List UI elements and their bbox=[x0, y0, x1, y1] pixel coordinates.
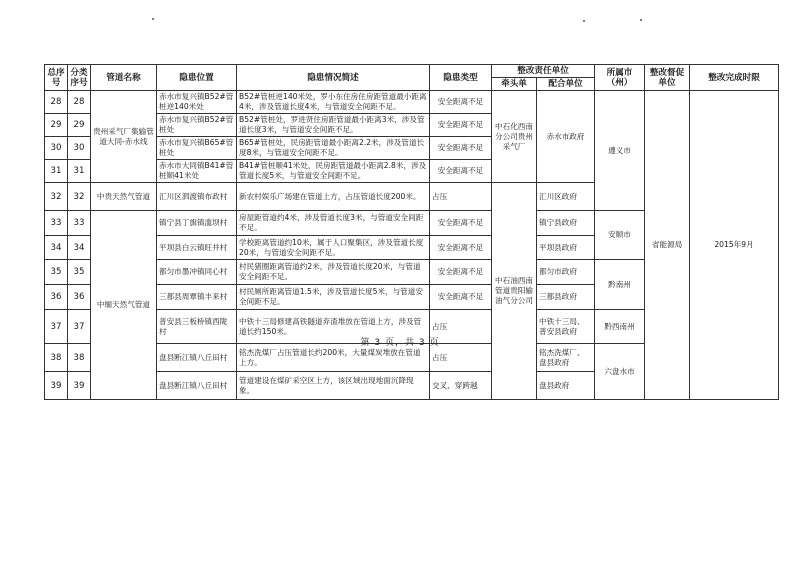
cell-type: 安全距离不足 bbox=[430, 91, 492, 114]
cell-cooperate: 盘县政府 bbox=[537, 372, 595, 400]
cell-location: 镇宁县丁旗镇滥坝村 bbox=[157, 211, 237, 236]
cell-sub: 39 bbox=[68, 372, 91, 400]
cell-location: 汇川区泗渡镇布政村 bbox=[157, 183, 237, 211]
cell-city-qiannan: 黔南州 bbox=[595, 260, 645, 310]
cell-description: 铭杰洗煤厂占压管道长约200米，大量煤炭堆放在管道上方。 bbox=[237, 344, 430, 372]
cell-sub: 34 bbox=[68, 236, 91, 260]
cell-total: 28 bbox=[45, 91, 68, 114]
page-footer: 第 3 页，共 3 页 bbox=[360, 338, 440, 348]
header-pipeline: 管道名称 bbox=[91, 65, 157, 91]
cell-total: 35 bbox=[45, 260, 68, 285]
cell-total: 33 bbox=[45, 211, 68, 236]
cell-cooperate: 平坝县政府 bbox=[537, 236, 595, 260]
header-description: 隐患情况简述 bbox=[237, 65, 430, 91]
cell-type: 占压 bbox=[430, 344, 492, 372]
cell-total: 30 bbox=[45, 137, 68, 160]
cell-type: 占压 bbox=[430, 183, 492, 211]
header-location: 隐患位置 bbox=[157, 65, 237, 91]
cell-total: 37 bbox=[45, 310, 68, 344]
cell-sub: 29 bbox=[68, 114, 91, 137]
cell-description: 管道建设在煤矿采空区上方，该区域出现地面沉降现象。 bbox=[237, 372, 430, 400]
cell-location: 平坝县白云镇旺井村 bbox=[157, 236, 237, 260]
cell-sub: 33 bbox=[68, 211, 91, 236]
cell-cooperate: 镇宁县政府 bbox=[537, 211, 595, 236]
cell-location: 赤水市复兴镇B65#管桩处 bbox=[157, 137, 237, 160]
cell-total: 39 bbox=[45, 372, 68, 400]
cell-cooperate-guizhou: 赤水市政府 bbox=[537, 91, 595, 183]
cell-description: 学校距离管道约10米，属于人口聚集区，涉及管道长度20米，与管道安全间距不足。 bbox=[237, 236, 430, 260]
cell-description: B65#管桩处，民房距管道最小距离2.2米，涉及管道长度8米，与管道安全间距不足。 bbox=[237, 137, 430, 160]
cell-description: B41#管桩顺41米处，民房距管道最小距离2.8米，涉及管道长度5米，与管道安全间距不足。 bbox=[237, 160, 430, 183]
scan-speck bbox=[640, 19, 642, 21]
cell-location: 盘县断江镇八丘田村 bbox=[157, 344, 237, 372]
scan-speck bbox=[583, 20, 585, 22]
cell-type: 安全距离不足 bbox=[430, 285, 492, 310]
cell-location: 赤水市复兴镇B52#管桩处 bbox=[157, 114, 237, 137]
cell-cooperate: 中铁十三局、普安县政府 bbox=[537, 310, 595, 344]
cell-location: 赤水市大同镇B41#管桩顺41米处 bbox=[157, 160, 237, 183]
cell-sub: 30 bbox=[68, 137, 91, 160]
cell-type: 安全距离不足 bbox=[430, 114, 492, 137]
cell-type: 占压 bbox=[430, 310, 492, 344]
cell-sub: 37 bbox=[68, 310, 91, 344]
cell-city-anshun: 安顺市 bbox=[595, 211, 645, 260]
cell-description: 村民厕所距离管道1.5米，涉及管道长度5米，与管道安全间距不足。 bbox=[237, 285, 430, 310]
cell-location: 三都县周覃镇丰来村 bbox=[157, 285, 237, 310]
header-responsible-unit: 整改责任单位 bbox=[492, 65, 595, 78]
cell-city-liupanshui: 六盘水市 bbox=[595, 344, 645, 400]
cell-city-zunyi: 遵义市 bbox=[595, 91, 645, 211]
cell-type: 交叉、穿跨越 bbox=[430, 372, 492, 400]
cell-total: 36 bbox=[45, 285, 68, 310]
cell-type: 安全距离不足 bbox=[430, 260, 492, 285]
cell-total: 31 bbox=[45, 160, 68, 183]
header-supervisor: 整改督促单位 bbox=[645, 65, 690, 91]
header-cooperate-unit: 配合单位 bbox=[537, 78, 595, 91]
cell-pipeline-zhonggui: 中贵天然气管道 bbox=[91, 183, 157, 211]
cell-sub: 38 bbox=[68, 344, 91, 372]
cell-total: 32 bbox=[45, 183, 68, 211]
cell-total: 29 bbox=[45, 114, 68, 137]
cell-type: 安全距离不足 bbox=[430, 236, 492, 260]
cell-total: 34 bbox=[45, 236, 68, 260]
header-hazard-type: 隐患类型 bbox=[430, 65, 492, 91]
cell-description: 新农村娱乐广场建在管道上方，占压管道长度200米。 bbox=[237, 183, 430, 211]
hazard-table-sheet bbox=[44, 64, 778, 400]
cell-location: 普安县三板桥镇西陇村 bbox=[157, 310, 237, 344]
cell-type: 安全距离不足 bbox=[430, 137, 492, 160]
header-lead-unit: 牵头单 bbox=[492, 78, 537, 91]
cell-description: 中铁十三局修建高铁隧道弃渣堆放在管道上方，涉及管道长约150米。 bbox=[237, 310, 430, 344]
table-row bbox=[45, 91, 779, 114]
cell-lead-zhongmian: 中石油西南管道贵阳输油气分公司 bbox=[492, 183, 537, 400]
cell-city-qianxinan: 黔西南州 bbox=[595, 310, 645, 344]
header-sub-seq: 分类序号 bbox=[68, 65, 91, 91]
cell-pipeline-guizhou: 贵州采气厂集输管道大同-赤水线 bbox=[91, 91, 157, 183]
cell-description: 房屋距管道约4米，涉及管道长度3米，与管道安全间距不足。 bbox=[237, 211, 430, 236]
cell-type: 安全距离不足 bbox=[430, 160, 492, 183]
cell-location: 都匀市墨冲镇同心村 bbox=[157, 260, 237, 285]
cell-location: 赤水市复兴镇B52#管桩逆140米处 bbox=[157, 91, 237, 114]
cell-sub: 31 bbox=[68, 160, 91, 183]
cell-supervisor: 省能源局 bbox=[645, 91, 690, 400]
header-city: 所属市（州） bbox=[595, 65, 645, 91]
cell-type: 安全距离不足 bbox=[430, 211, 492, 236]
cell-location: 盘县断江镇八丘田村 bbox=[157, 372, 237, 400]
cell-sub: 35 bbox=[68, 260, 91, 285]
cell-pipeline-zhongmian: 中缅天然气管道 bbox=[91, 211, 157, 400]
cell-sub: 32 bbox=[68, 183, 91, 211]
cell-cooperate: 汇川区政府 bbox=[537, 183, 595, 211]
cell-lead-guizhou: 中石化西南分公司贵州采气厂 bbox=[492, 91, 537, 183]
cell-total: 38 bbox=[45, 344, 68, 372]
cell-deadline: 2015年9月 bbox=[690, 91, 779, 400]
cell-cooperate: 三都县政府 bbox=[537, 285, 595, 310]
cell-sub: 28 bbox=[68, 91, 91, 114]
cell-description: B52#管桩处，罗进贤住房距管道最小距离3米，涉及管道长度3米，与管道安全间距不足。 bbox=[237, 114, 430, 137]
cell-cooperate: 铭杰洗煤厂、盘县政府 bbox=[537, 344, 595, 372]
cell-sub: 36 bbox=[68, 285, 91, 310]
cell-description: 村民猪圈距离管道约2米，涉及管道长度20米，与管道安全间距不足。 bbox=[237, 260, 430, 285]
header-deadline: 整改完成时限 bbox=[690, 65, 779, 91]
cell-description: B52#管桩逆140米处，罗小东住房住房距管道最小距离4米，涉及管道长度4米，与管道安全间距不足。 bbox=[237, 91, 430, 114]
header-total-seq: 总序号 bbox=[45, 65, 68, 91]
scan-speck bbox=[152, 18, 154, 20]
cell-cooperate: 都匀市政府 bbox=[537, 260, 595, 285]
hazard-table bbox=[44, 64, 779, 400]
